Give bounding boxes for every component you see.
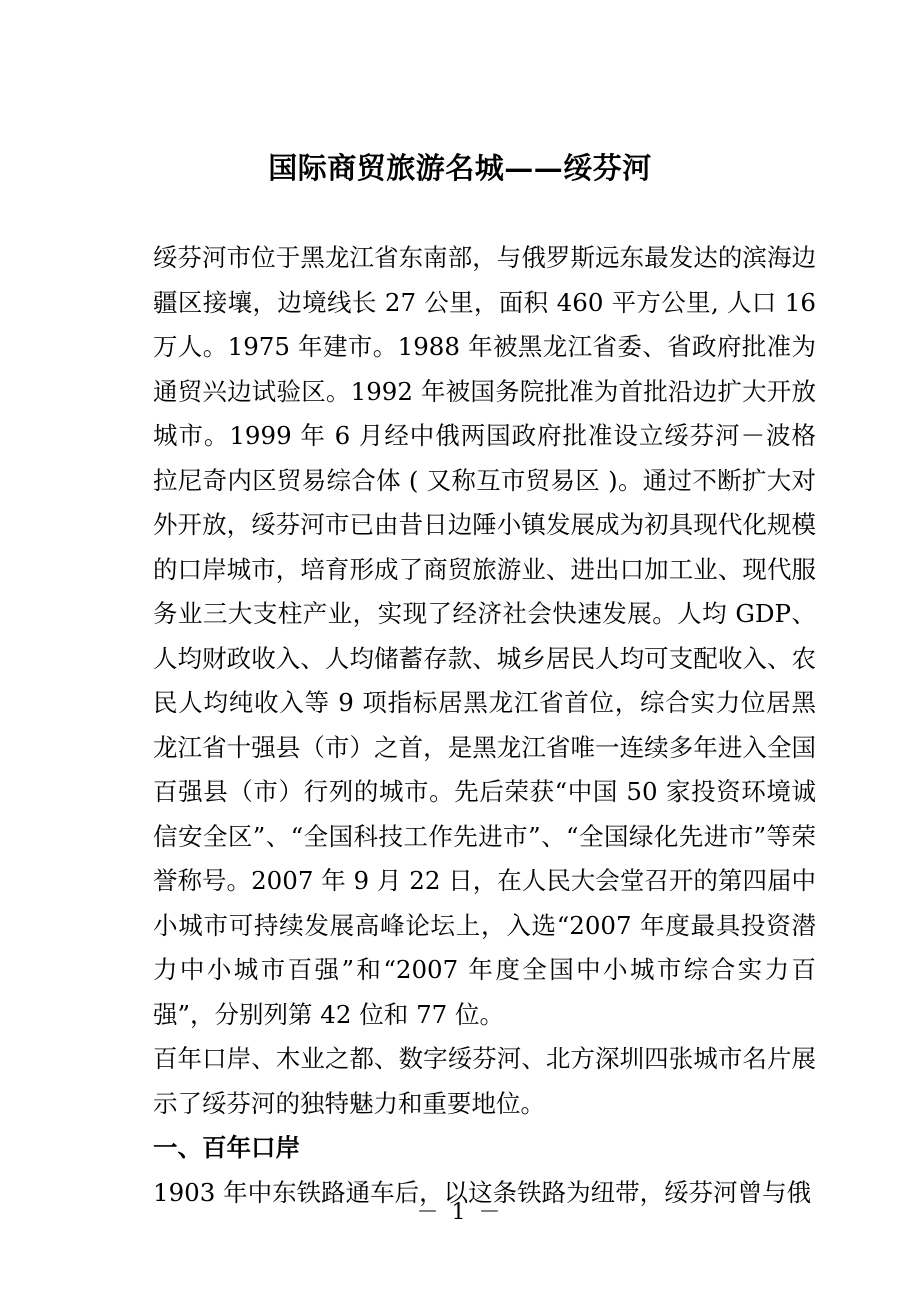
section-one-paragraph: 1903 年中东铁路通车后，以这条铁路为纽带，绥芬河曾与俄 — [153, 1177, 812, 1207]
page-number-footer: － 1 － — [416, 1200, 504, 1225]
page-content — [104, 0, 816, 1215]
document-title: 国际商贸旅游名城——绥芬河 — [268, 151, 652, 185]
section-heading-one: 一、百年口岸 — [153, 1133, 300, 1162]
intro-paragraph: 绥芬河市位于黑龙江省东南部，与俄罗斯远东最发达的滨海边疆区接壤，边境线长 27 公里，面积 460 平方公里, 人口 16 万人。1975 年建市。1988 年被黑龙江省委、省政府批准为通贸兴边试验区。1992 年被国务院批准为首批沿边扩大开放城市。1999 年 6 月经中俄两国政府批准设立绥芬河－波格拉尼奇内区贸易综合体 ( 又称互市贸易区 )。通过不断扩大对外开放，绥芬河市已由昔日边陲小镇发展成为初具现代化规模的口岸城市，培育形成了商贸旅游业、进出口加工业、现代服务业三大支柱产业，实现了经济社会快速发展。人均 GDP、人均财政收入、人均储蓄存款、城乡居民人均可支配收入、农民人均纯收入等 9 项指标居黑龙江省首位，综合实力位居黑龙江省十强县（市）之首，是黑龙江省唯一连续多年进入全国百强县（市）行列的城市。先后荣获“中国 50 家投资环境诚信安全区”、“全国科技工作先进市”、“全国绿化先进市”等荣誉称号。2007 年 9 月 22 日，在人民大会堂召开的第四届中小城市可持续发展高峰论坛上，入选“2007 年度最具投资潜力中小城市百强”和“2007 年度全国中小城市综合实力百强”，分别列第 42 位和 77 位。 — [153, 243, 816, 1029]
city-cards-paragraph: 百年口岸、木业之都、数字绥芬河、北方深圳四张城市名片展示了绥芬河的独特魅力和重要地位。 — [153, 1044, 816, 1118]
